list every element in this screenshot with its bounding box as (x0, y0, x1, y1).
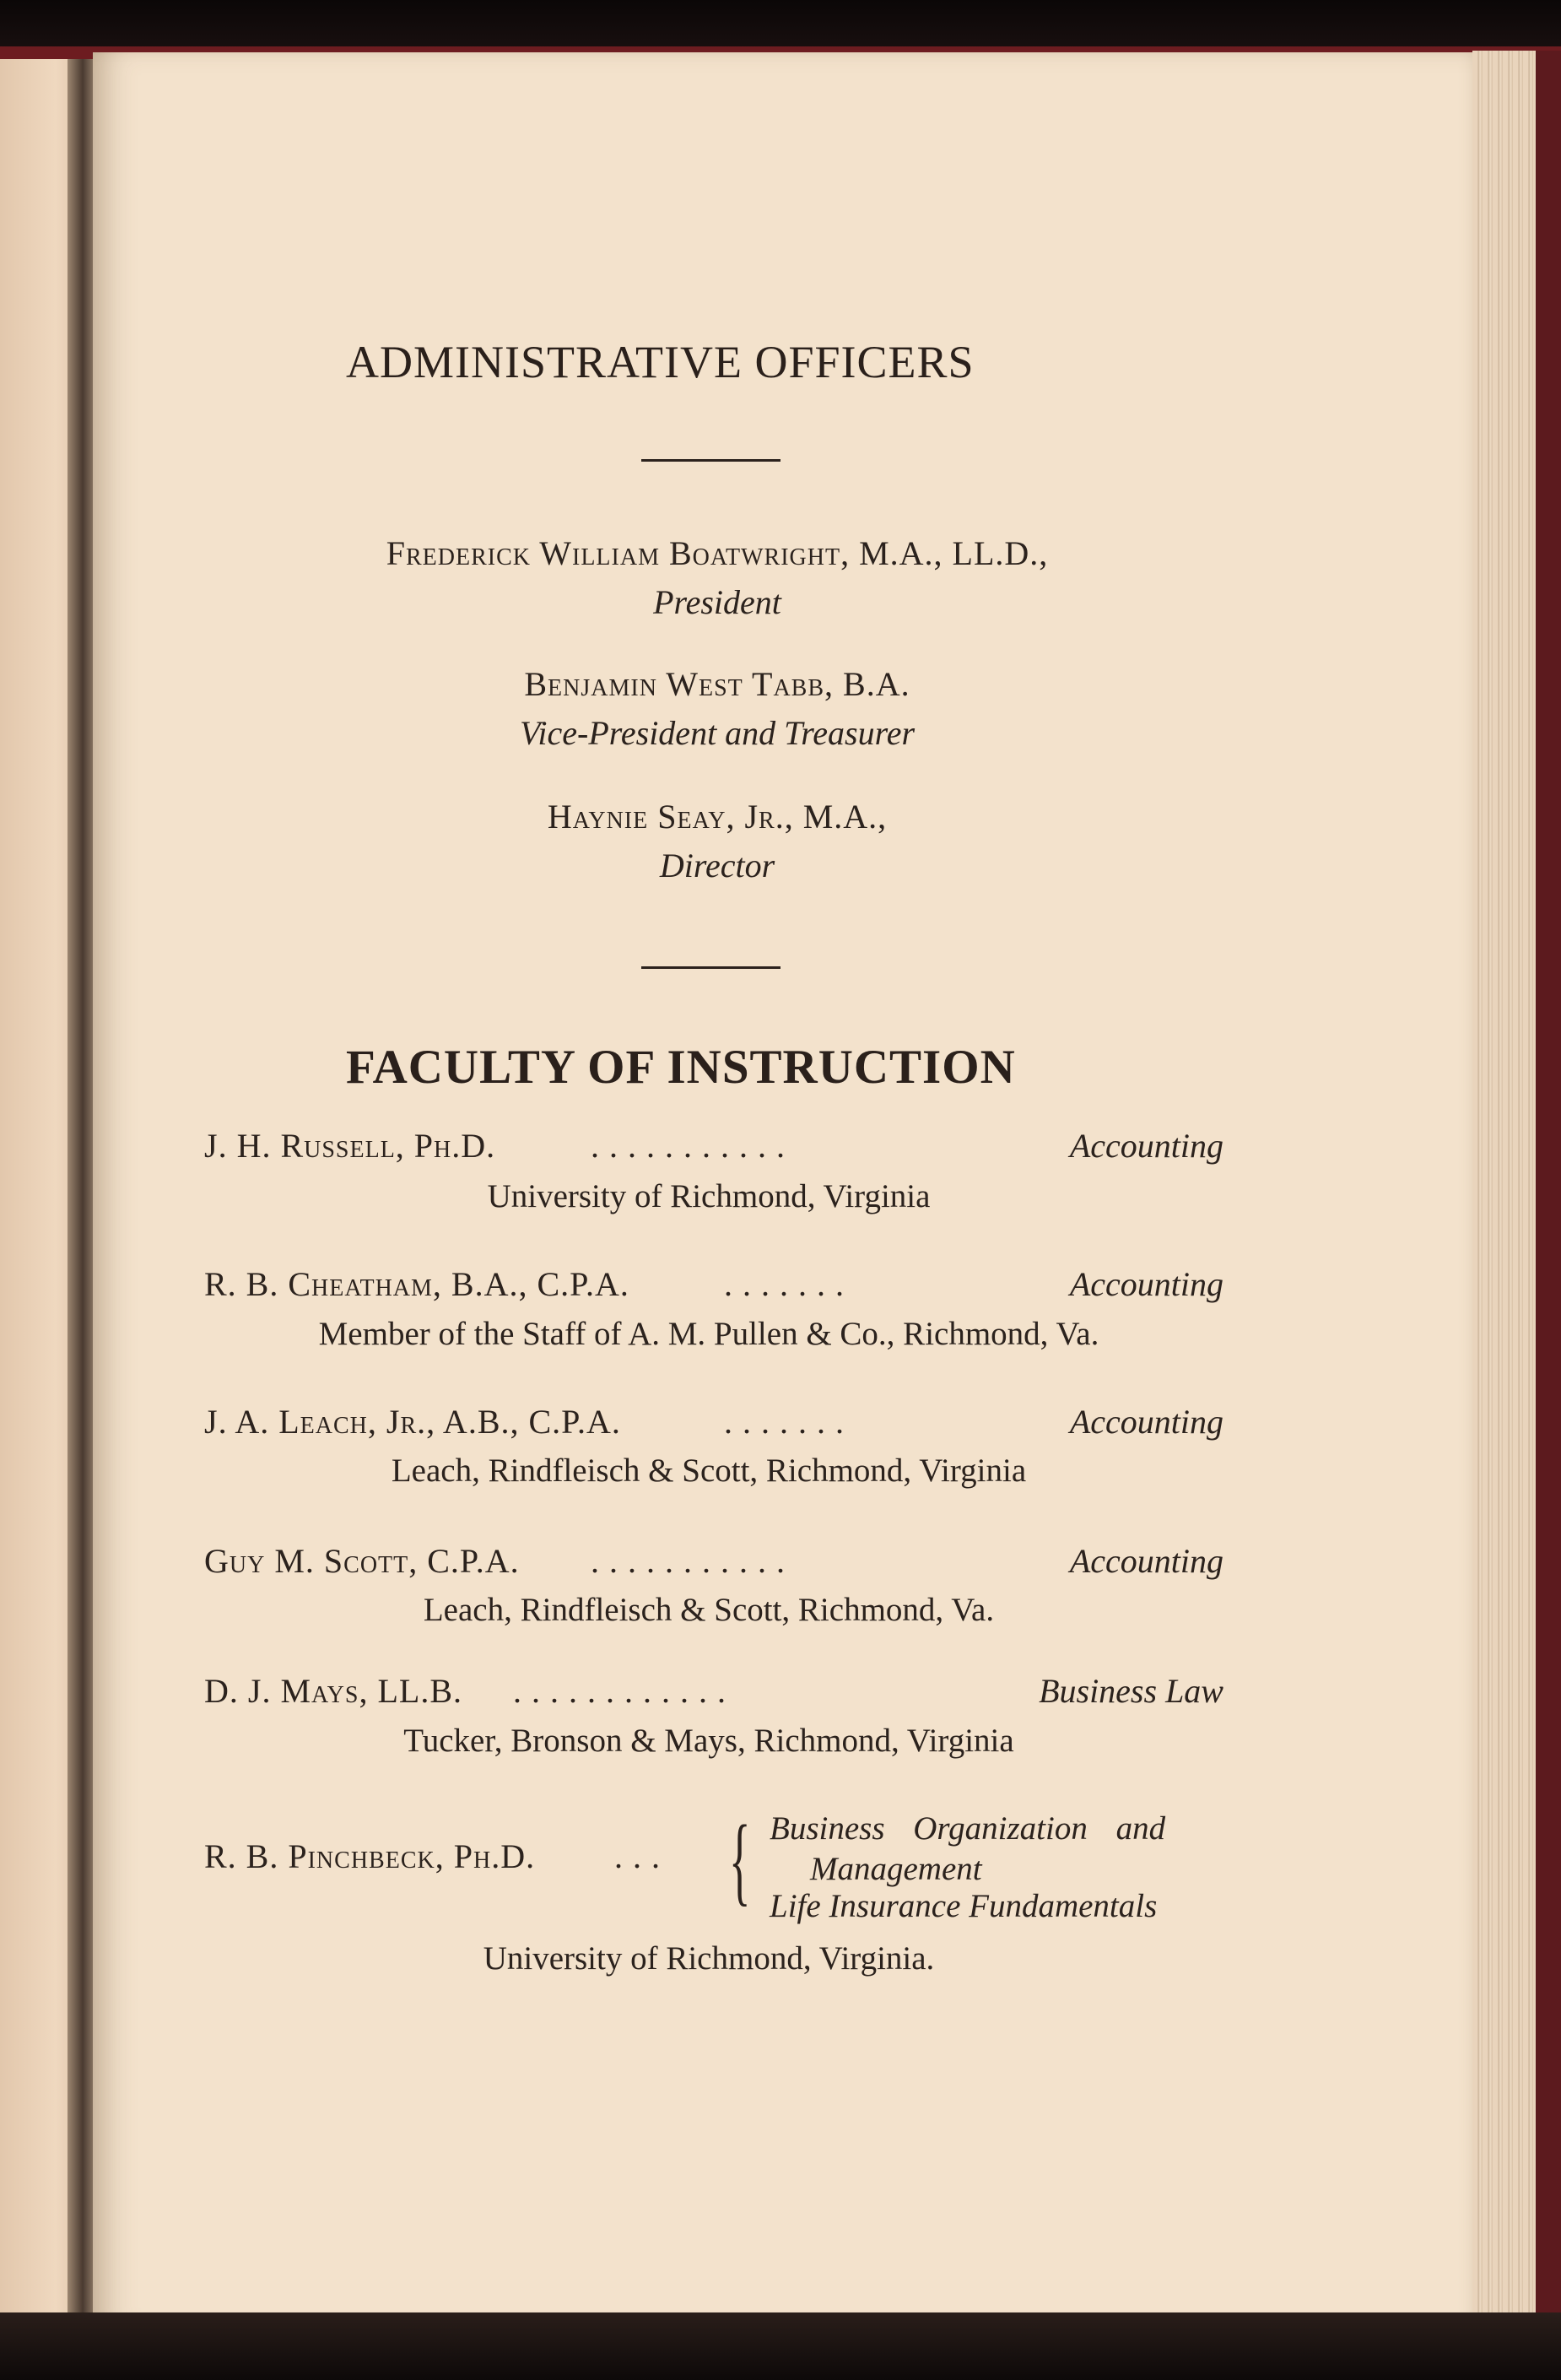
officer-title: Vice-President and Treasurer (519, 714, 916, 752)
faculty-subject: Business Organization and (770, 1810, 1166, 1847)
faculty-name: J. A. Leach, Jr., A.B., C.P.A. (204, 1403, 621, 1441)
faculty-name: R. B. Pinchbeck, Ph.D. (204, 1837, 536, 1875)
leader-dots: ....... (724, 1403, 854, 1441)
divider-rule (641, 459, 780, 462)
leader-dots: ... (614, 1837, 670, 1875)
faculty-affiliation: University of Richmond, Virginia (487, 1178, 931, 1214)
faculty-heading: FACULTY OF INSTRUCTION (346, 1041, 1016, 1094)
brace-glyph: { (729, 1804, 751, 1915)
faculty-subject: Management (810, 1851, 982, 1887)
faculty-name: D. J. Mays, LL.B. (204, 1672, 463, 1710)
leader-dots: ........... (591, 1542, 795, 1580)
faculty-name: Guy M. Scott, C.P.A. (204, 1542, 520, 1580)
faculty-subject: Business Law (1039, 1672, 1223, 1710)
admin-heading: ADMINISTRATIVE OFFICERS (346, 337, 975, 387)
faculty-subject: Accounting (1069, 1403, 1223, 1441)
officer-title: President (653, 583, 781, 621)
officer-name: Frederick William Boatwright, M.A., LL.D., (386, 534, 1049, 572)
leader-dots: ............ (513, 1672, 736, 1710)
faculty-affiliation: Leach, Rindfleisch & Scott, Richmond, Virginia (391, 1452, 1027, 1489)
leader-dots: ........... (591, 1127, 795, 1165)
faculty-affiliation: Member of the Staff of A. M. Pullen & Co., Richmond, Va. (318, 1316, 1099, 1352)
faculty-subject: Accounting (1069, 1127, 1223, 1165)
faculty-name: R. B. Cheatham, B.A., C.P.A. (204, 1265, 629, 1303)
officer-name: Haynie Seay, Jr., M.A., (547, 798, 888, 836)
faculty-affiliation: University of Richmond, Virginia. (483, 1940, 935, 1977)
divider-rule (641, 966, 780, 969)
faculty-subject: Accounting (1069, 1265, 1223, 1303)
faculty-subject: Life Insurance Fundamentals (770, 1888, 1158, 1924)
leader-dots: ....... (724, 1265, 854, 1303)
faculty-affiliation: Leach, Rindfleisch & Scott, Richmond, Va. (423, 1592, 995, 1628)
officer-name: Benjamin West Tabb, B.A. (524, 665, 910, 703)
faculty-name: J. H. Russell, Ph.D. (204, 1127, 496, 1165)
faculty-subject: Accounting (1069, 1542, 1223, 1580)
officer-title: Director (659, 847, 775, 884)
faculty-affiliation: Tucker, Bronson & Mays, Richmond, Virginia (403, 1723, 1014, 1759)
